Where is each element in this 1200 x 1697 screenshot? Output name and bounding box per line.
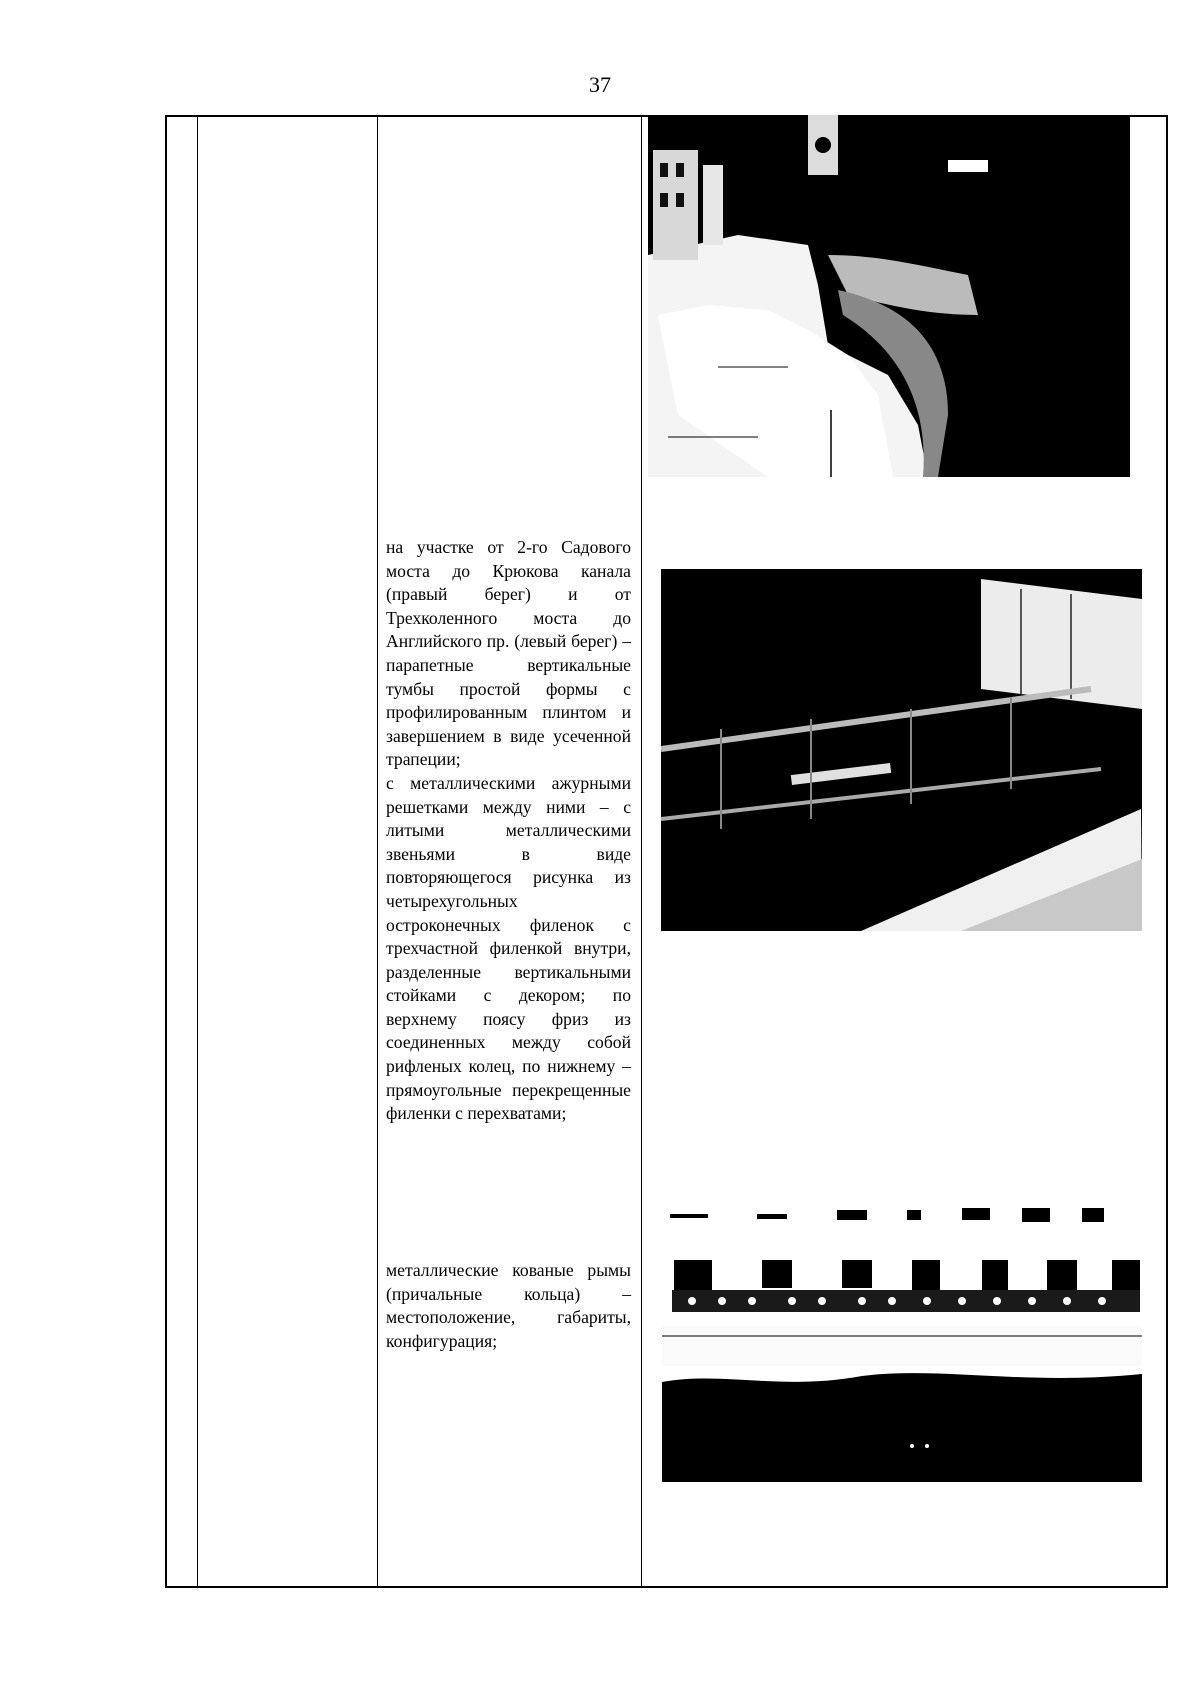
description-paragraph-3: металлические кованые рымы (причальные кольца) – местоположение, габариты, конфигурация; (386, 1260, 631, 1351)
page-number: 37 (589, 72, 611, 97)
mooring-rings-photo (662, 1196, 1142, 1482)
description-cell (386, 536, 631, 1126)
description-paragraph-2: с металлическими ажурными решетками между ними – с литыми металлическими звеньями в виде повторяющегося рисунка из четырехугольных остроконечных филенок с трехчастной филенкой внутри, разделенные вертикальными стойками с декором; по верхнему поясу фриз из соединенных между собой рифленых колец, по нижнему – прямоугольные перекрещенные филенки с перехватами; (386, 772, 631, 1124)
column-divider-3 (641, 117, 642, 1586)
description-cell-rings (386, 1259, 631, 1353)
embankment-photo (648, 115, 1130, 477)
column-divider-1 (197, 117, 198, 1586)
description-paragraph-1: на участке от 2-го Садового моста до Крюкова канала (правый берег) и от Трехколенного моста до Английского пр. (левый берег) – парапетные вертикальные тумбы простой формы с профилированным плинтом и завершением в виде усеченной трапеции; (386, 537, 631, 770)
fence-photo (661, 569, 1142, 931)
column-divider-2 (377, 117, 378, 1586)
